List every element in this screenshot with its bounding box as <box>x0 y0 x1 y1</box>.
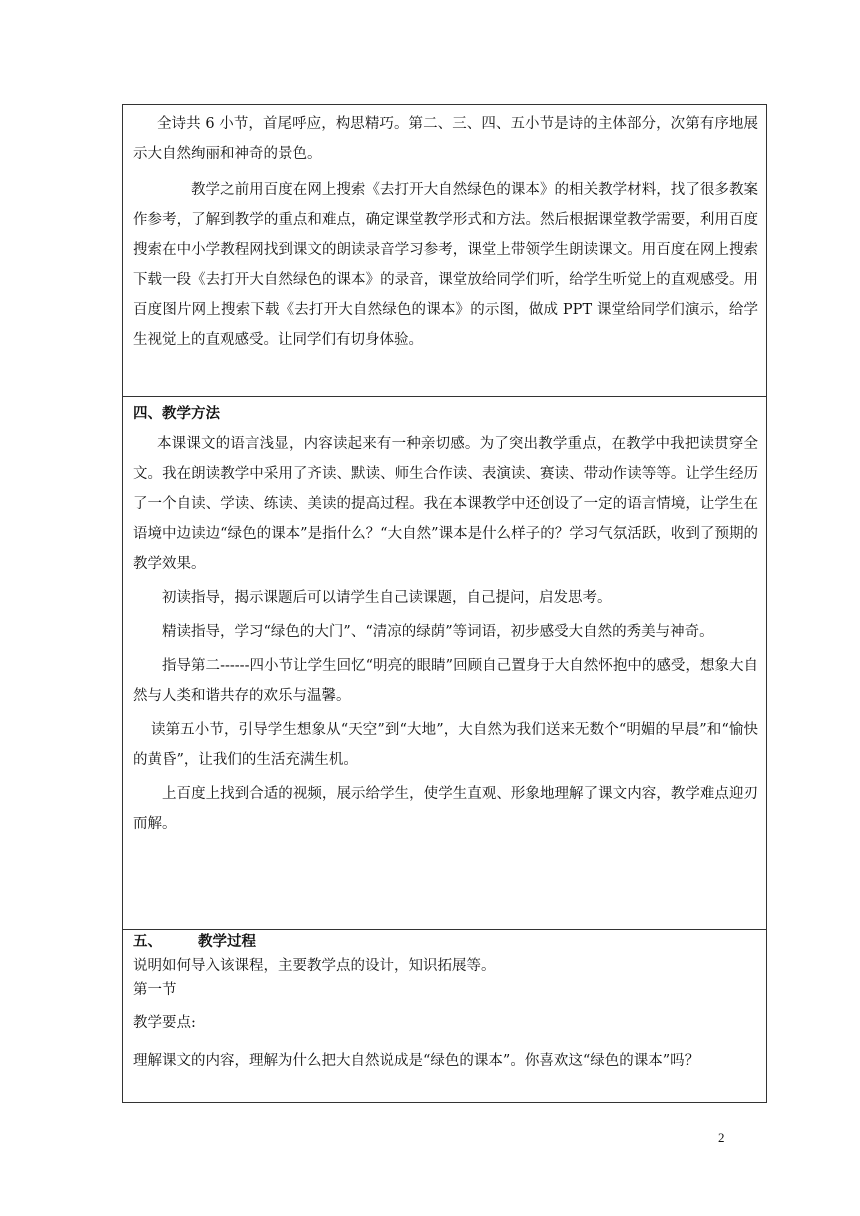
key-points-label: 教学要点: <box>133 1015 196 1031</box>
method-paragraph-5: 读第五小节，引导学生想象从“天空”到“大地”，大自然为我们送来无数个“明媚的早晨”和“愉快的黄昏”，让我们的生活充满生机。 <box>133 722 758 768</box>
section-5-heading <box>133 930 758 954</box>
lesson-table <box>122 104 767 1103</box>
poem-structure-paragraph: 全诗共 6 小节，首尾呼应，构思精巧。第二、三、四、五小节是诗的主体部分，次第有序地展示大自然绚丽和神奇的景色。 <box>133 116 758 162</box>
section-5-cell <box>123 930 766 1102</box>
page-number: 2 <box>718 1130 725 1145</box>
section-5-title: 教学过程 <box>198 934 256 950</box>
method-paragraph-3: 精读指导，学习“绿色的大门”、“清凉的绿荫”等词语，初步感受大自然的秀美与神奇。 <box>162 624 714 640</box>
section-3-cell <box>123 105 766 397</box>
process-intro-line: 说明如何导入该课程，主要教学点的设计，知识拓展等。 <box>133 958 496 974</box>
key-points-text: 理解课文的内容，理解为什么把大自然说成是“绿色的课本”。你喜欢这“绿色的课本”吗？ <box>133 1053 700 1069</box>
first-lesson-line: 第一节 <box>133 982 177 998</box>
section-5-number: 五、 <box>133 934 162 950</box>
method-paragraph-6: 上百度上找到合适的视频，展示给学生，使学生直观、形象地理解了课文内容，教学难点迎刃而解。 <box>133 786 758 832</box>
teaching-prep-paragraph: 教学之前用百度在网上搜索《去打开大自然绿色的课本》的相关教学材料，找了很多教案作参考，了解到教学的重点和难点，确定课堂教学形式和方法。然后根据课堂教学需要，利用百度搜索在中小学教程网找到课文的朗读录音学习参考，课堂上带领学生朗读课文。用百度在网上搜索下载一段《去打开大自然绿色的课本》的录音，课堂放给同学们听，给学生听觉上的直观感受。用百度图片网上搜索下载《去打开大自然绿色的课本》的示图，做成 PPT 课堂给同学们演示，给学生视觉上的直观感受。让同学们有切身体验。 <box>133 182 758 348</box>
method-paragraph-2: 初读指导，揭示课题后可以请学生自己读课题，自己提问，启发思考。 <box>162 590 612 606</box>
method-paragraph-1: 本课课文的语言浅显，内容读起来有一种亲切感。为了突出教学重点，在教学中我把读贯穿全文。我在朗读教学中采用了齐读、默读、师生合作读、表演读、赛读、带动作读等等。让学生经历了一个自读、学读、练读、美读的提高过程。我在本课教学中还创设了一定的语言情境，让学生在语境中边读边“绿色的课本”是指什么？“大自然”课本是什么样子的？学习气氛活跃，收到了预期的教学效果。 <box>133 436 758 572</box>
method-paragraph-4: 指导第二------四小节让学生回忆“明亮的眼睛”回顾自己置身于大自然怀抱中的感受，想象大自然与人类和谐共存的欢乐与温馨。 <box>133 658 758 704</box>
section-4-cell <box>123 397 766 930</box>
section-4-heading: 四、教学方法 <box>133 406 220 422</box>
